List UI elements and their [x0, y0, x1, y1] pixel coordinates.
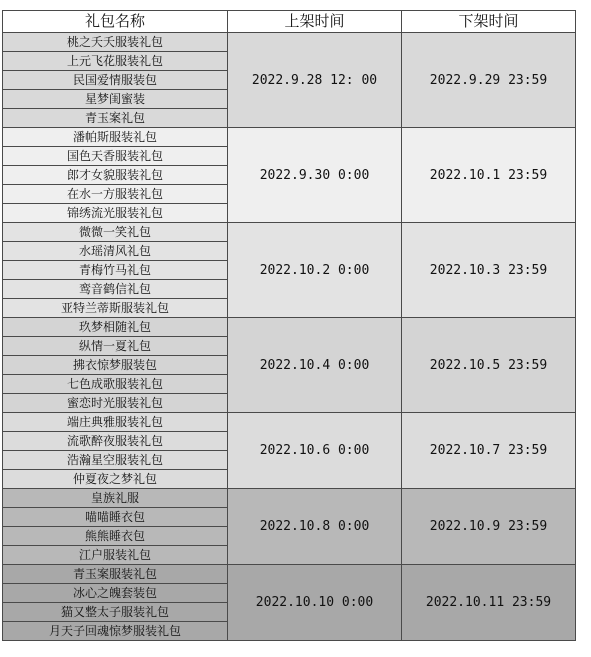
pack-name-cell: 冰心之魄套装包	[3, 584, 228, 603]
pack-name-cell: 端庄典雅服装礼包	[3, 413, 228, 432]
header-start-time: 上架时间	[228, 11, 402, 33]
pack-name-cell: 七色成歌服装礼包	[3, 375, 228, 394]
pack-name-cell: 仲夏夜之梦礼包	[3, 470, 228, 489]
table-row	[3, 128, 576, 147]
pack-name-cell: 玖梦相随礼包	[3, 318, 228, 337]
pack-name-cell: 浩瀚星空服装礼包	[3, 451, 228, 470]
pack-name-cell: 流歌醉夜服装礼包	[3, 432, 228, 451]
table-row	[3, 33, 576, 52]
pack-name-cell: 青玉案服装礼包	[3, 565, 228, 584]
end-time-cell: 2022.10.7 23:59	[402, 413, 576, 489]
table-row	[3, 413, 576, 432]
end-time-cell: 2022.10.1 23:59	[402, 128, 576, 223]
pack-name-cell: 锦绣流光服装礼包	[3, 204, 228, 223]
start-time-cell: 2022.9.30 0:00	[228, 128, 402, 223]
pack-name-cell: 蜜恋时光服装礼包	[3, 394, 228, 413]
pack-name-cell: 星梦闺蜜装	[3, 90, 228, 109]
pack-name-cell: 鸾音鹤信礼包	[3, 280, 228, 299]
start-time-cell: 2022.10.4 0:00	[228, 318, 402, 413]
pack-name-cell: 郎才女貌服装礼包	[3, 166, 228, 185]
pack-name-cell: 纵情一夏礼包	[3, 337, 228, 356]
table-row	[3, 223, 576, 242]
end-time-cell: 2022.10.5 23:59	[402, 318, 576, 413]
pack-name-cell: 喵喵睡衣包	[3, 508, 228, 527]
pack-name-cell: 桃之夭夭服装礼包	[3, 33, 228, 52]
header-pack-name: 礼包名称	[3, 11, 228, 33]
pack-name-cell: 月天子回魂惊梦服装礼包	[3, 622, 228, 641]
start-time-cell: 2022.10.8 0:00	[228, 489, 402, 565]
pack-name-cell: 上元飞花服装礼包	[3, 52, 228, 71]
header-end-time: 下架时间	[402, 11, 576, 33]
pack-name-cell: 水瑶清风礼包	[3, 242, 228, 261]
start-time-cell: 2022.9.28 12: 00	[228, 33, 402, 128]
pack-name-cell: 熊熊睡衣包	[3, 527, 228, 546]
pack-name-cell: 猫又整太子服装礼包	[3, 603, 228, 622]
pack-name-cell: 江户服装礼包	[3, 546, 228, 565]
pack-name-cell: 微微一笑礼包	[3, 223, 228, 242]
pack-name-cell: 在水一方服装礼包	[3, 185, 228, 204]
pack-name-cell: 亚特兰蒂斯服装礼包	[3, 299, 228, 318]
pack-name-cell: 青梅竹马礼包	[3, 261, 228, 280]
gift-pack-schedule-table	[2, 10, 576, 641]
end-time-cell: 2022.10.9 23:59	[402, 489, 576, 565]
start-time-cell: 2022.10.10 0:00	[228, 565, 402, 641]
table-row	[3, 489, 576, 508]
start-time-cell: 2022.10.2 0:00	[228, 223, 402, 318]
table-row	[3, 318, 576, 337]
pack-name-cell: 民国爱情服装包	[3, 71, 228, 90]
pack-name-cell: 国色天香服装礼包	[3, 147, 228, 166]
end-time-cell: 2022.10.11 23:59	[402, 565, 576, 641]
pack-name-cell: 拂衣惊梦服装包	[3, 356, 228, 375]
table-row	[3, 565, 576, 584]
end-time-cell: 2022.9.29 23:59	[402, 33, 576, 128]
start-time-cell: 2022.10.6 0:00	[228, 413, 402, 489]
header-row	[3, 11, 576, 33]
end-time-cell: 2022.10.3 23:59	[402, 223, 576, 318]
pack-name-cell: 青玉案礼包	[3, 109, 228, 128]
table-body	[3, 33, 576, 641]
pack-name-cell: 皇族礼服	[3, 489, 228, 508]
pack-name-cell: 潘帕斯服装礼包	[3, 128, 228, 147]
